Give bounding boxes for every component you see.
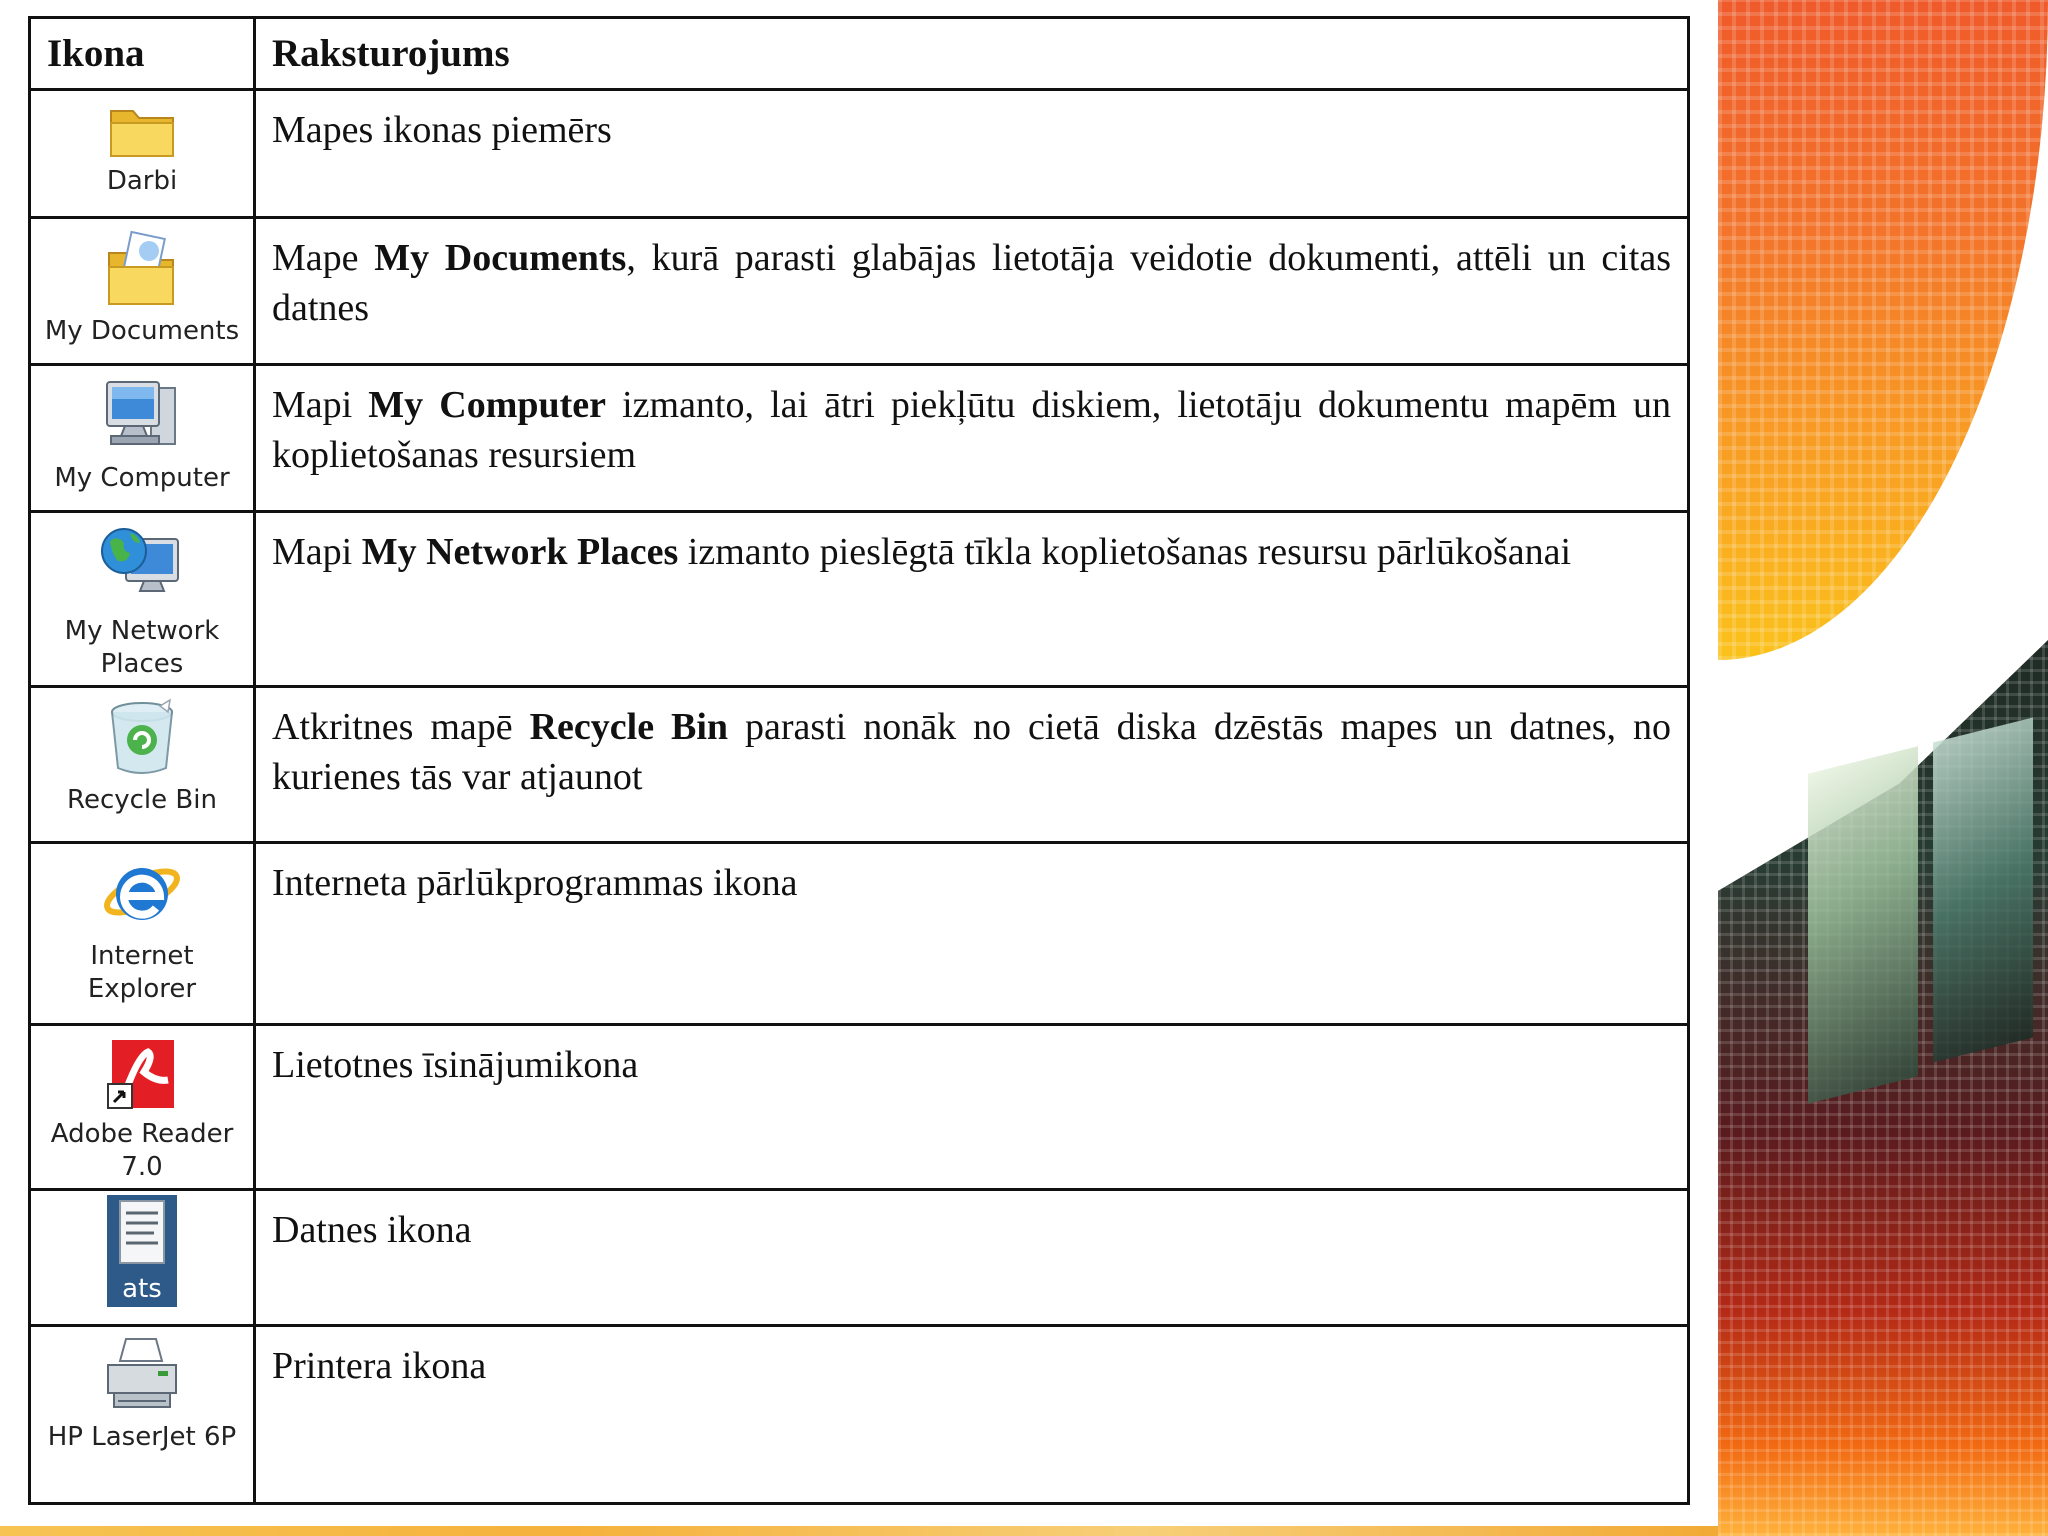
decorative-background-panel <box>1718 0 2048 1536</box>
icon-cell <box>30 687 255 843</box>
table-row <box>30 90 1689 218</box>
my-documents-icon[interactable] <box>103 227 181 311</box>
description-cell: Datnes ikona <box>255 1190 1689 1326</box>
description-cell: Interneta pārlūkprogrammas ikona <box>255 843 1689 1025</box>
table-row <box>30 843 1689 1025</box>
table-row <box>30 1326 1689 1504</box>
icon-label[interactable]: My Network Places <box>64 616 220 679</box>
header-icon: Ikona <box>30 18 255 90</box>
printer-icon[interactable] <box>100 1335 184 1417</box>
description-cell: Mapi My Computer izmanto, lai ātri piekļūtu diskiem, lietotāju dokumentu mapēm un koplietošanas resursiem <box>255 365 1689 512</box>
adobe-reader-shortcut-icon[interactable] <box>102 1034 182 1114</box>
icon-cell <box>30 1025 255 1190</box>
my-computer-icon[interactable] <box>97 374 187 458</box>
document-page-icon <box>116 1199 168 1275</box>
icon-label[interactable]: HP LaserJet 6P <box>47 1422 237 1452</box>
icon-label[interactable]: Darbi <box>106 166 178 196</box>
icon-label[interactable]: Internet Explorer <box>87 941 197 1004</box>
icon-cell <box>30 1190 255 1326</box>
table-row <box>30 1190 1689 1326</box>
description-cell: Lietotnes īsinājumikona <box>255 1025 1689 1190</box>
icon-cell <box>30 218 255 365</box>
recycle-bin-icon[interactable] <box>102 696 182 780</box>
icon-label[interactable]: Recycle Bin <box>67 785 217 815</box>
internet-explorer-icon[interactable] <box>100 852 184 936</box>
icon-cell <box>30 365 255 512</box>
table-row <box>30 687 1689 843</box>
description-cell: Mapi My Network Places izmanto pieslēgtā tīkla koplietošanas resursu pārlūkošanai <box>255 512 1689 687</box>
table-header-row <box>30 18 1689 90</box>
text-file-icon[interactable] <box>107 1195 177 1307</box>
table-row <box>30 218 1689 365</box>
description-cell: Mapes ikonas piemērs <box>255 90 1689 218</box>
icon-cell <box>30 1326 255 1504</box>
folder-icon[interactable] <box>107 99 177 161</box>
building-window-graphic <box>1933 718 2033 1063</box>
table-row <box>30 1025 1689 1190</box>
icon-label[interactable]: ats <box>122 1274 162 1304</box>
table-row <box>30 512 1689 687</box>
description-cell: Atkritnes mapē Recycle Bin parasti nonāk no cietā diska dzēstās mapes un datnes, no kurienes tās var atjaunot <box>255 687 1689 843</box>
icon-cell <box>30 512 255 687</box>
orange-sun-graphic <box>1718 0 2048 660</box>
decorative-bottom-strip <box>0 1526 1718 1536</box>
description-cell: Printera ikona <box>255 1326 1689 1504</box>
header-description: Raksturojums <box>255 18 1689 90</box>
network-places-icon[interactable] <box>96 521 188 611</box>
icon-description-table <box>28 16 1690 1505</box>
icon-label[interactable]: My Computer <box>54 463 230 493</box>
icon-label[interactable]: My Documents <box>44 316 240 346</box>
description-cell: Mape My Documents, kurā parasti glabājas lietotāja veidotie dokumenti, attēli un citas datnes <box>255 218 1689 365</box>
building-window-graphic <box>1808 746 1918 1103</box>
icon-label[interactable]: Adobe Reader 7.0 <box>50 1119 234 1182</box>
icon-cell <box>30 90 255 218</box>
icon-cell <box>30 843 255 1025</box>
table-row <box>30 365 1689 512</box>
